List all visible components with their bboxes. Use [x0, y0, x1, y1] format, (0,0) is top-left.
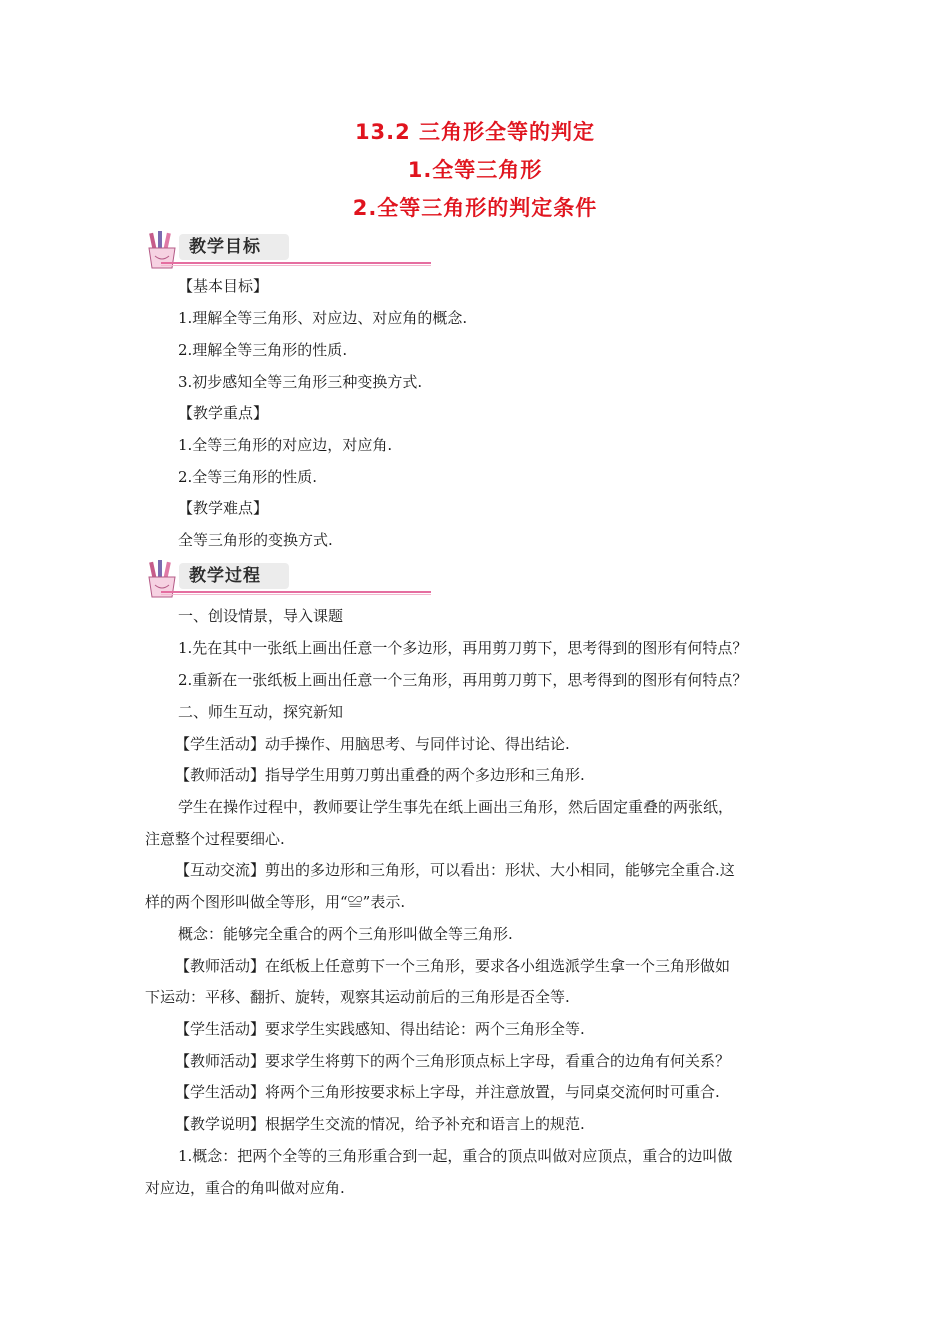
objectives-key-head: 【教学重点】 — [178, 404, 269, 422]
objectives-basic-2: 2.理解全等三角形的性质. — [178, 341, 348, 359]
process-p7b: 注意整个过程要细心. — [145, 830, 285, 848]
banner-rule-thin — [161, 594, 431, 595]
process-p5: 【学生活动】动手操作、用脑思考、与同伴讨论、得出结论. — [175, 735, 570, 753]
objectives-key-2: 2.全等三角形的性质. — [178, 468, 318, 486]
process-p10a: 【教师活动】在纸板上任意剪下一个三角形，要求各小组选派学生拿一个三角形做如 — [175, 957, 731, 975]
process-p8a: 【互动交流】剪出的多边形和三角形，可以看出：形状、大小相同，能够完全重合.这 — [175, 861, 735, 879]
banner-rule-thin — [161, 265, 431, 266]
objectives-diff-1: 全等三角形的变换方式. — [178, 531, 333, 549]
process-p3: 2.重新在一张纸板上画出任意一个三角形，再用剪刀剪下，思考得到的图形有何特点？ — [178, 671, 748, 689]
process-p2: 1.先在其中一张纸上画出任意一个多边形，再用剪刀剪下，思考得到的图形有何特点？ — [178, 639, 748, 657]
title-sub1: 1.全等三角形 — [407, 158, 543, 182]
process-p15a: 1.概念：把两个全等的三角形重合到一起，重合的顶点叫做对应顶点，重合的边叫做 — [178, 1147, 733, 1165]
banner-process — [143, 559, 293, 599]
process-p8b: 样的两个图形叫做全等形，用“≌”表示. — [145, 893, 406, 911]
banner-label: 教学目标 — [179, 234, 289, 260]
process-p10b: 下运动：平移、翻折、旋转，观察其运动前后的三角形是否全等. — [145, 988, 570, 1006]
process-p4: 二、师生互动，探究新知 — [178, 703, 344, 721]
process-p6: 【教师活动】指导学生用剪刀剪出重叠的两个多边形和三角形. — [175, 766, 585, 784]
process-p13: 【学生活动】将两个三角形按要求标上字母，并注意放置，与同桌交流何时可重合. — [175, 1083, 720, 1101]
banner-rule — [161, 262, 431, 264]
process-p14: 【教学说明】根据学生交流的情况，给予补充和语言上的规范. — [175, 1115, 585, 1133]
process-p12: 【教师活动】要求学生将剪下的两个三角形顶点标上字母，看重合的边角有何关系？ — [175, 1052, 731, 1070]
pencil-cup-icon — [143, 230, 181, 270]
process-p9: 概念：能够完全重合的两个三角形叫做全等三角形. — [178, 925, 513, 943]
objectives-diff-head: 【教学难点】 — [178, 499, 269, 517]
objectives-basic-3: 3.初步感知全等三角形三种变换方式. — [178, 373, 423, 391]
title-main: 13.2 三角形全等的判定 — [354, 120, 596, 144]
title-sub2: 2.全等三角形的判定条件 — [352, 196, 598, 220]
process-p1: 一、创设情景，导入课题 — [178, 607, 344, 625]
objectives-basic-1: 1.理解全等三角形、对应边、对应角的概念. — [178, 309, 468, 327]
process-p11: 【学生活动】要求学生实践感知、得出结论：两个三角形全等. — [175, 1020, 585, 1038]
banner-rule — [161, 591, 431, 593]
process-p7a: 学生在操作过程中，教师要让学生事先在纸上画出三角形，然后固定重叠的两张纸， — [178, 798, 734, 816]
objectives-basic-head: 【基本目标】 — [178, 277, 269, 295]
objectives-key-1: 1.全等三角形的对应边，对应角. — [178, 436, 393, 454]
pencil-cup-icon — [143, 559, 181, 599]
banner-label: 教学过程 — [179, 563, 289, 589]
banner-objectives — [143, 230, 293, 270]
process-p15b: 对应边，重合的角叫做对应角. — [145, 1179, 345, 1197]
